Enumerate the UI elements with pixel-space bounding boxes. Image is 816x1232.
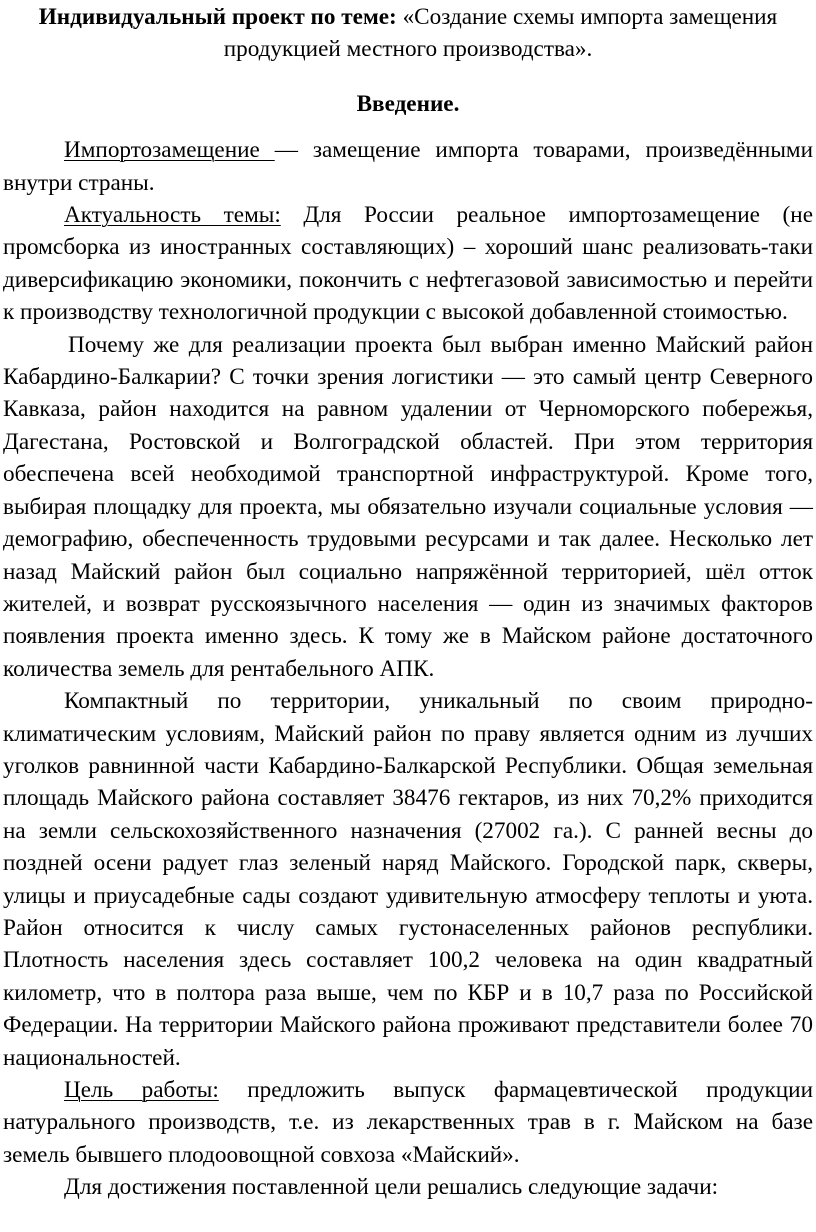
document-title [3,0,813,66]
term-import-substitution: Импортозамещение [64,137,275,164]
paragraph-text: Компактный по территории, уникальный по своим природно-климатическим условиям, Майский район по праву является одним из лучших уголков равнинной части Кабардино-Балкарской Республики. Общая земельная площадь Майского района составляет 38476 гектаров, из них 70,2% приходится на земли сельскохозяйственного назначения (27002 га.). С ранней весны до поздней осени радует глаз зеленый наряд Майского. Городской парк, скверы, улицы и приусадебные сады создают удивительную атмосферу теплоты и уюта. Район относится к числу самых густонаселенных районов республики. Плотность населения здесь составляет 100,2 человека на один квадратный километр, что в полтора раза выше, чем по КБР и в 10,7 раза по Российской Федерации. На территории Майского района проживают представители более 70 национальностей. [3,688,813,1071]
paragraph-district [3,685,813,1074]
paragraph-text: предложить выпуск фармацевтической продукции натурального производств, т.е. из лекарственных трав в г. Майском на базе земель бывшего плодоовощной совхоза «Майский». [3,1077,813,1168]
term-relevance: Актуальность темы: [64,202,281,229]
paragraph-location [3,329,813,685]
paragraph-tasks [3,1171,813,1203]
paragraph-text: Почему же для реализации проекта был выбран именно Майский район Кабардино-Балкарии? С точки зрения логистики — это самый центр Северного Кавказа, район находится на равном удалении от Черноморского побережья, Дагестана, Ростовской и Волгоградской областей. При этом территория обеспечена всей необходимой транспортной инфраструктурой. Кроме того, выбирая площадку для проекта, мы обязательно изучали социальные условия — демографию, обеспеченность трудовыми ресурсами и так далее. Несколько лет назад Майский район был социально напряжённой территорией, шёл отток жителей, и возврат русскоязычного населения — один из значимых факторов появления проекта именно здесь. К тому же в Майском районе достаточного количества земель для рентабельного АПК. [3,331,813,682]
section-heading: Введение. [356,90,460,117]
paragraph-text: — замещение импорта товарами, произведёнными внутри страны. [3,137,814,196]
title-topic: «Создание схемы импорта замещения продукцией местного производства». [223,4,778,63]
paragraph-goal [3,1074,813,1171]
paragraph-definition [3,134,813,199]
paragraph-relevance [3,199,813,329]
title-label: Индивидуальный проект по теме: [38,4,397,30]
paragraph-text: Для России реальное импортозамещение (не промсборка из иностранных составляющих) – хороший шанс реализовать-таки диверсификацию экономики, покончить с нефтегазовой зависимостью и перейти к производству технологичной продукции с высокой добавленной стоимостью. [3,202,813,326]
paragraph-text: Для достижения поставленной цели решались следующие задачи: [64,1174,719,1201]
term-goal: Цель работы: [64,1077,219,1103]
